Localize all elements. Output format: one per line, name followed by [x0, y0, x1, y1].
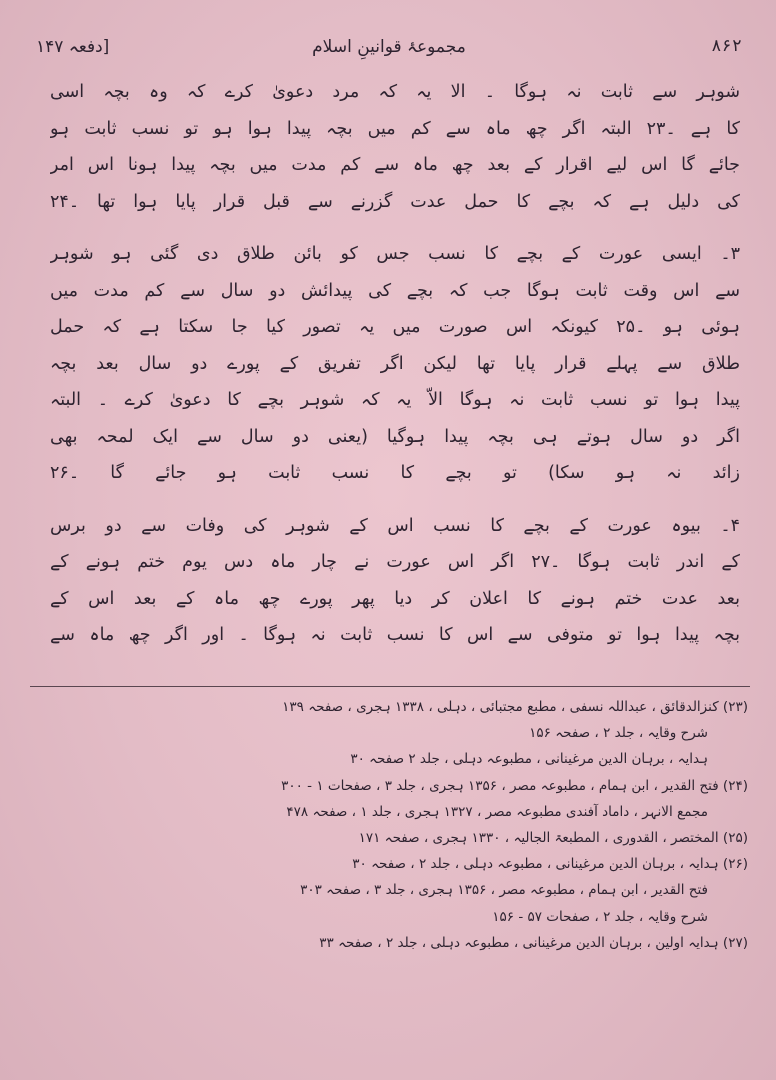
text-line: پیدا ہوا تو نسب ثابت نہ ہوگا الاّ یہ کہ شوہر بچے کا دعویٰ کرے ۔ البتہ: [50, 390, 740, 410]
footnote-26-ref: شرح وقایہ ، جلد ۲ ، صفحات ۵۷ - ۱۵۶: [492, 908, 708, 925]
footnote-divider: [30, 686, 750, 687]
paragraph-2-continuation: [50, 74, 740, 220]
text-line: جائے گا اس لیے اقرار کے بعد چھ ماہ سے کم مدت میں بچہ پیدا ہونا اس امر: [50, 155, 740, 175]
footnote-23: (۲۳) کنزالدقائق ، عبداللہ نسفی ، مطبع مجتبائی ، دہلی ، ۱۳۳۸ ہجری ، صفحہ ۱۳۹: [282, 699, 748, 715]
footnote-25: (۲۵) المختصر ، القدوری ، المطبعۃ الجالیہ ، ۱۳۳۰ ہجری ، صفحہ ۱۷۱: [358, 829, 748, 846]
footnote-23-ref: شرح وقایہ ، جلد ۲ ، صفحہ ۱۵۶: [529, 725, 708, 742]
footnotes: [44, 690, 748, 956]
text-line: کے اندر ثابت ہوگا ۔۲۷ اگر اس عورت نے چار ماہ دس یوم ختم ہونے کے: [50, 552, 740, 572]
text-line: بچہ پیدا ہوا تو متوفی سے اس کا نسب ثابت نہ ہوگا ۔ اور اگر چھ ماہ سے: [50, 625, 740, 645]
footnote-26-ref: فتح القدیر ، ابن ہمام ، مطبوعہ مصر ، ۱۳۵۶ ہجری ، جلد ۳ ، صفحہ ۳۰۳: [300, 882, 708, 899]
text-line: سے اس وقت ثابت ہوگا جب کہ بچے کی پیدائش دو سال سے کم مدت میں: [50, 280, 740, 301]
section-reference: [دفعہ ۱۴۷: [36, 37, 110, 57]
footnote-24: (۲۴) فتح القدیر ، ابن ہمام ، مطبوعہ مصر ، ۱۳۵۶ ہجری ، جلد ۳ ، صفحات ۱ - ۳۰۰: [281, 777, 748, 794]
page-header: [36, 30, 742, 70]
text-line: ۴۔ بیوہ عورت کے بچے کا نسب اس کے شوہر کی وفات سے دو برس: [50, 515, 740, 536]
text-line: اگر دو سال ہوتے ہی بچہ پیدا ہوگیا (یعنی دو سال سے ایک لمحہ بھی: [50, 426, 740, 447]
running-title: مجموعۂ قوانینِ اسلام: [312, 37, 466, 57]
text-line: ۳۔ ایسی عورت کے بچے کا نسب جس کو بائن طلاق دی گئی ہو شوہر: [50, 244, 740, 264]
paragraph-4: [50, 508, 740, 654]
footnote-26: (۲۶) ہدایہ ، برہان الدین مرغینانی ، مطبوعہ دہلی ، جلد ۲ ، صفحہ ۳۰: [352, 856, 748, 873]
body-text: [50, 74, 740, 654]
footnote-24-ref: مجمع الانہر ، داماد آفندی مطبوعہ مصر ، ۱۳۲۷ ہجری ، جلد ۱ ، صفحہ ۴۷۸: [286, 803, 708, 820]
text-line: طلاق سے پہلے قرار پایا تھا لیکن اگر تفریق کے پورے دو سال بعد بچہ: [50, 353, 740, 374]
text-line: کا ہے ۔۲۳ البتہ اگر چھ ماہ سے کم میں بچہ پیدا ہوا ہو تو نسب ثابت ہو: [50, 118, 740, 139]
text-line: ہوئی ہو ۔۲۵ کیونکہ اس صورت میں یہ تصور کیا جا سکتا ہے کہ حمل: [50, 317, 740, 337]
text-line: شوہر سے ثابت نہ ہوگا ۔ الا یہ کہ مرد دعویٰ کرے کہ وہ بچہ اسی: [50, 82, 740, 102]
paragraph-3: [50, 236, 740, 492]
page-number: ۸۶۲: [711, 36, 742, 56]
footnote-27: (۲۷) ہدایہ اولین ، برہان الدین مرغینانی ، مطبوعہ دہلی ، جلد ۲ ، صفحہ ۳۳: [319, 934, 748, 951]
text-line: کی دلیل ہے کہ بچے کا حمل عدت گزرنے سے قبل قرار پایا ہوا تھا ۔۲۴: [50, 191, 740, 212]
text-line: زائد نہ ہو سکا) تو بچے کا نسب ثابت ہو جائے گا ۔۲۶: [50, 463, 740, 483]
text-line: بعد عدت ختم ہونے کا اعلان کر دیا پھر پورے چھ ماہ کے بعد اس کے: [50, 588, 740, 609]
footnote-23-ref: ہدایہ ، برہان الدین مرغینانی ، مطبوعہ دہلی ، جلد ۲ صفحہ ۳۰: [350, 751, 708, 768]
